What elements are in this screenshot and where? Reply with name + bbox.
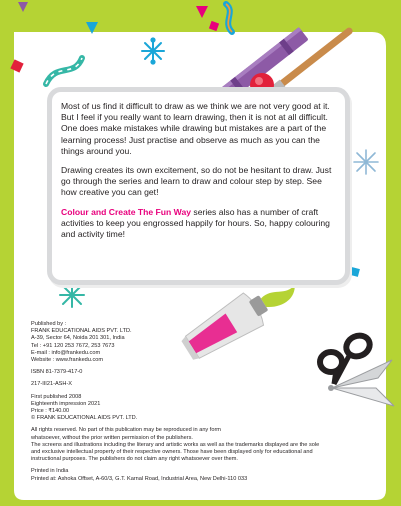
intro-paragraph-3-text: series also has a number of craft activities to keep you engrossed happily for hours. So, happy colouring and activity time! [61, 206, 330, 240]
intro-paragraph-2: Drawing creates its own excitement, so do not be hesitant to draw. Just go through the series and learn to draw and colour step by step. See how creative you can get! [61, 165, 332, 198]
series-name: Colour and Create The Fun Way [61, 206, 192, 217]
sparkle-decoration [354, 150, 378, 174]
rights-line-2: whatsoever, without the prior written permission of the publishers. [31, 434, 193, 441]
intro-text-box [47, 87, 350, 285]
price: Price : ₹140.00 [31, 408, 70, 415]
intro-paragraph-1: Most of us find it difficult to draw as we think we are not very good at it. But I feel if you really want to learn drawing, then it is not at all difficult. One does make mistakes while drawing but mistakes are a part of the learning process! Just practise and observe as much as you can the things around you. [61, 101, 330, 156]
impression: Eighteenth impression 2021 [31, 400, 101, 407]
book-code: 217-III21-ASH-X [31, 381, 73, 388]
first-published: First published 2008 [31, 393, 82, 400]
rights-line-3: The screens and illustrations including the literary and artistic works as well as the trademarks displayed are the sole [31, 441, 320, 448]
sparkle-decoration [60, 283, 84, 307]
copyright: © FRANK EDUCATIONAL AIDS PVT. LTD. [31, 415, 138, 422]
printed-at: Printed at: Ashoka Offset, A-60/3, G.T. Karnal Road, Industrial Area, New Delhi-110 033 [31, 475, 248, 482]
twisted-ribbon-decoration [226, 4, 232, 32]
twisted-ribbon-decoration [46, 58, 82, 84]
sparkle-decoration [142, 38, 164, 63]
intro-paragraph-3 [61, 207, 337, 241]
publisher-name: FRANK EDUCATIONAL AIDS PVT. LTD. [31, 328, 132, 335]
printed-in: Printed in India [31, 468, 69, 475]
publisher-address: A-39, Sector 64, Noida 201 301, India [31, 335, 125, 342]
publisher-email: E-mail : info@frankedu.com [31, 349, 101, 356]
publisher-website: Website : www.frankedu.com [31, 357, 104, 364]
rights-line-1: All rights reserved. No part of this publication may be reproduced in any form [31, 427, 221, 434]
rights-line-4: and exclusive intellectual property of their respective owners. Those have been displayed only for educational and [31, 449, 313, 456]
isbn: ISBN 81-7379-417-0 [31, 369, 83, 376]
imprint-section [31, 321, 361, 483]
paint-blob [255, 77, 263, 85]
publisher-phone: Tel : +91 120 253 7672, 253 7673 [31, 342, 115, 349]
published-by-label: Published by : [31, 321, 67, 327]
rights-line-5: instructional purposes. The publishers do not claim any right whatsoever over them. [31, 456, 238, 463]
square-decoration [350, 267, 360, 277]
